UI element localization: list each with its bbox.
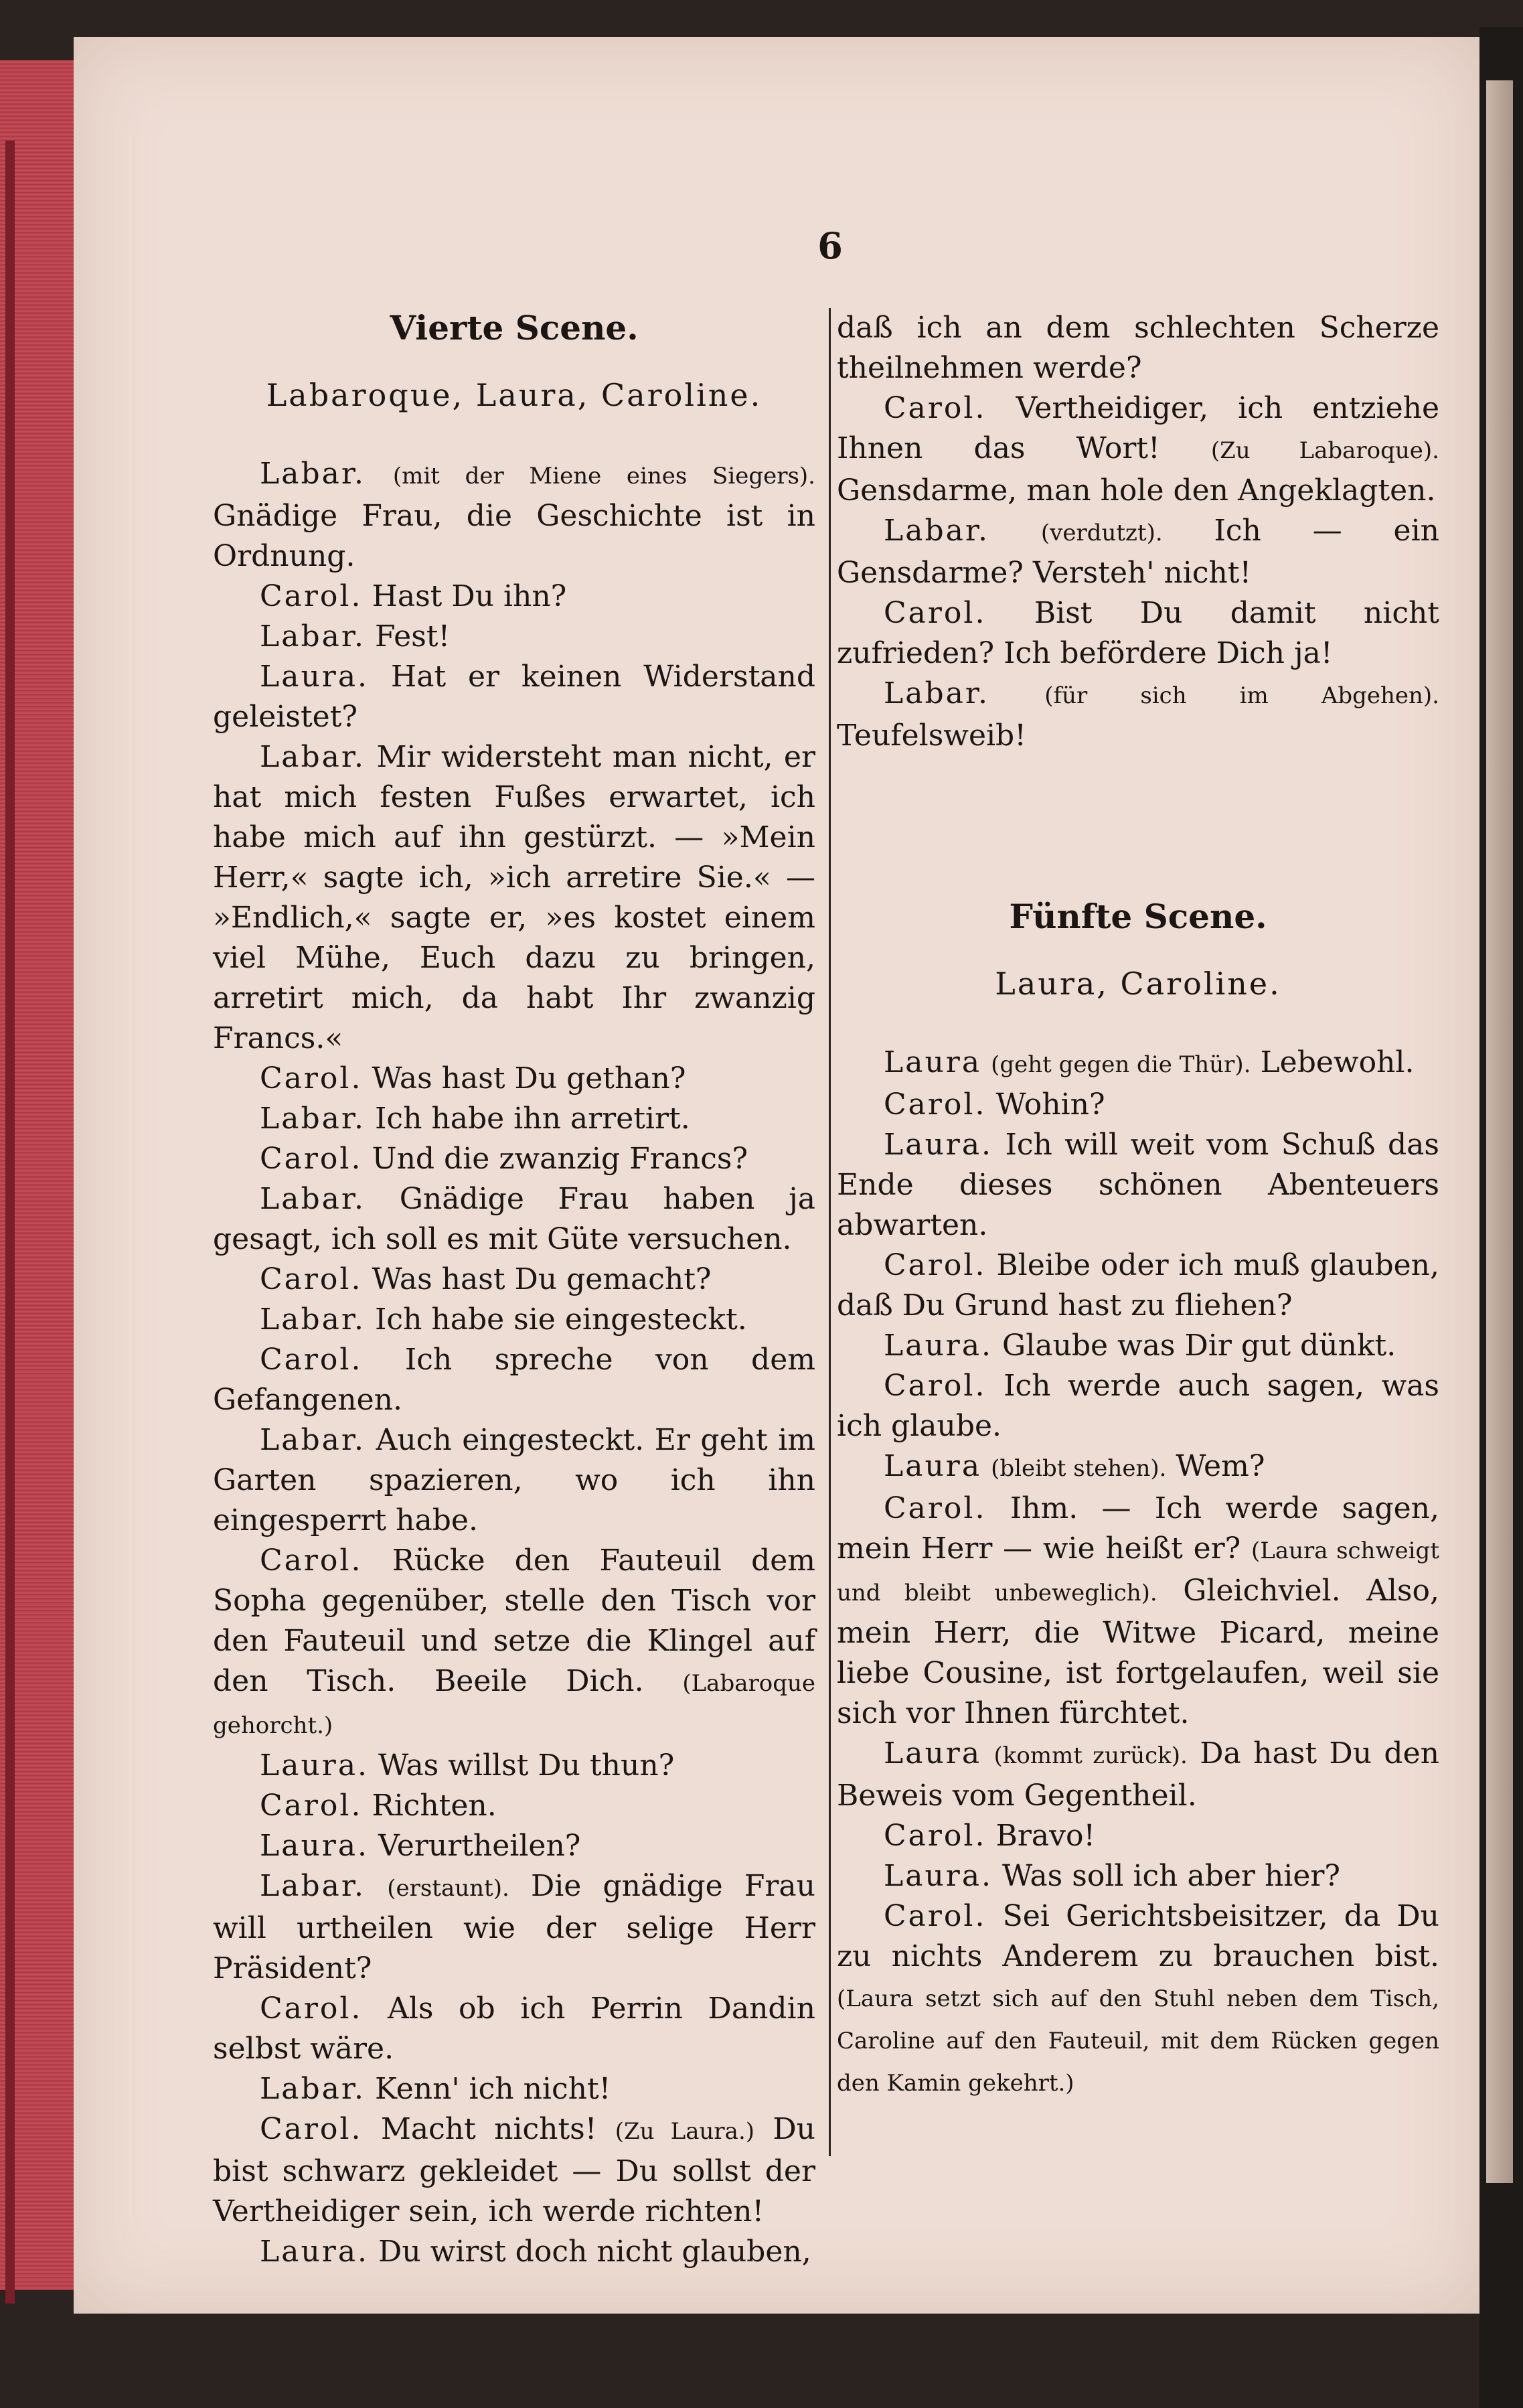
dialogue-text: Gensdarme, man hole den Angeklagten. — [837, 473, 1436, 508]
speaker-name: Carol. — [884, 1819, 987, 1853]
speaker-name: Labar. — [260, 1302, 366, 1337]
speaker-name: Laura. — [884, 1128, 993, 1162]
speaker-name: Carol. — [884, 391, 987, 425]
dialogue-text: Teufelsweib! — [837, 719, 1026, 753]
dialogue-line — [213, 1260, 815, 1300]
dialogue-text: Auch eingesteckt. Er geht im Garten spazieren, wo ich ihn eingesperrt habe. — [213, 1423, 815, 1537]
speaker-name: Labar. — [260, 619, 366, 654]
dialogue-line — [213, 454, 815, 577]
speaker-name: Laura. — [884, 1329, 993, 1363]
cast-list: Labaroque, Laura, Caroline. — [266, 377, 763, 413]
speaker-name: Carol. — [884, 1087, 987, 1122]
dialogue-text: Und die zwanzig Francs? — [372, 1142, 748, 1176]
dialogue-text: Lebewohl. — [1260, 1045, 1415, 1079]
dialogue-text: Gnädige Frau haben ja gesagt, ich soll es mit Güte versuchen. — [213, 1182, 815, 1256]
speaker-name: Carol. — [260, 2112, 363, 2146]
dialogue-line — [213, 1541, 815, 1746]
dialogue-text: Da hast Du den Beweis vom Gegentheil. — [837, 1736, 1439, 1813]
dialogue-line — [837, 1446, 1439, 1489]
dialogue-text: Hast Du ihn? — [372, 579, 567, 613]
speaker-name: Labar. — [260, 2072, 366, 2106]
dialogue-text: Richten. — [372, 1789, 497, 1823]
dialogue-line — [213, 1826, 815, 1866]
dialogue-text: Macht nichts! — [380, 2112, 597, 2146]
right-column — [837, 308, 1439, 2103]
dialogue-line — [213, 1300, 815, 1340]
scene-title: Fünfte Scene. — [1009, 897, 1267, 936]
dialogue-block — [837, 388, 1439, 756]
speaker-name: Carol. — [260, 1544, 363, 1578]
stage-direction: (bleibt stehen). — [991, 1455, 1167, 1482]
stage-direction: (für sich im Abgehen). — [1044, 682, 1439, 709]
stage-direction: (Zu Labaroque). — [1210, 437, 1439, 464]
dialogue-text: Vertheidiger, ich entziehe Ihnen das Wort! — [837, 391, 1439, 465]
column-divider — [829, 308, 831, 2156]
speaker-name: Carol. — [260, 1991, 363, 2026]
dialogue-block — [213, 454, 815, 2272]
dialogue-line — [213, 1786, 815, 1826]
dialogue-text: Ich will weit vom Schuß das Ende dieses schönen Abenteuers abwarten. — [837, 1128, 1439, 1242]
dialogue-line — [837, 1125, 1439, 1246]
speaker-name: Laura. — [260, 2235, 370, 2269]
speaker-name: Carol. — [884, 1491, 987, 1525]
dialogue-line — [213, 2069, 815, 2109]
book-cover-edge — [5, 141, 15, 2304]
dialogue-line — [837, 1085, 1439, 1125]
dialogue-line — [213, 657, 815, 737]
speaker-name: Carol. — [260, 1262, 363, 1296]
dialogue-text: Bravo! — [995, 1819, 1096, 1853]
speaker-name: Laura. — [260, 1748, 370, 1783]
speaker-name: Labar. — [260, 1182, 366, 1216]
dialogue-text: Verurtheilen? — [378, 1829, 581, 1863]
dialogue-text: Was soll ich aber hier? — [1002, 1859, 1341, 1893]
dialogue-line — [837, 1734, 1439, 1816]
dialogue-line — [213, 737, 815, 1059]
dialogue-text: Ich spreche von dem Gefangenen. — [213, 1343, 815, 1417]
speaker-name: Laura — [884, 1736, 982, 1771]
dialogue-block — [837, 1043, 1439, 2103]
cast-list: Laura, Caroline. — [995, 966, 1281, 1002]
dialogue-text: Ich werde auch sagen, was ich glaube. — [837, 1369, 1439, 1443]
dialogue-text: Gleichviel. Also, mein Herr, die Witwe Picard, meine liebe Cousine, ist fortgelaufen, weil sie sich vor Ihnen fürchtet. — [837, 1574, 1439, 1730]
stage-direction: (mit der Miene eines Siegers). — [392, 463, 815, 490]
stage-direction: (erstaunt). — [387, 1875, 509, 1902]
dialogue-line — [837, 511, 1439, 593]
dialogue-text: Ihm. — Ich werde sagen, mein Herr — wie heißt er? — [837, 1491, 1439, 1566]
speaker-name: Carol. — [260, 1061, 363, 1096]
scene-break — [837, 756, 1439, 897]
dialogue-line — [213, 577, 815, 617]
dialogue-text: Fest! — [375, 619, 451, 654]
dialogue-text: Rücke den Fauteuil dem Sopha gegenüber, stelle den Tisch vor den Fauteuil und setze die Klingel auf den Tisch. Beeile Dich. — [213, 1544, 815, 1698]
speaker-name: Laura. — [260, 660, 370, 694]
speaker-name: Labar. — [260, 1423, 366, 1457]
speaker-name: Carol. — [260, 1789, 363, 1823]
speaker-name: Labar. — [260, 457, 366, 491]
stage-direction: (Labaroque gehorcht.) — [213, 1670, 815, 1739]
speaker-name: Labar. — [884, 514, 990, 548]
dialogue-line — [213, 1989, 815, 2069]
dialogue-line — [213, 1746, 815, 1786]
dialogue-line — [213, 1866, 815, 1989]
speaker-name: Carol. — [884, 596, 987, 630]
stage-direction: (geht gegen die Thür). — [991, 1051, 1251, 1078]
dialogue-text: Was hast Du gemacht? — [372, 1262, 712, 1296]
dialogue-text: Bist Du damit nicht zufrieden? Ich befördere Dich ja! — [837, 596, 1439, 670]
scene-title: Vierte Scene. — [390, 308, 639, 348]
speaker-name: Carol. — [884, 1899, 987, 1933]
speaker-name: Labar. — [260, 740, 366, 774]
stage-direction: (Zu Laura.) — [615, 2118, 755, 2145]
dialogue-text: Hat er keinen Widerstand geleistet? — [213, 660, 815, 734]
facing-page-edge — [1486, 80, 1513, 2183]
dialogue-line — [213, 617, 815, 657]
speaker-name: Laura — [884, 1449, 982, 1483]
dialogue-line — [837, 674, 1439, 756]
dialogue-line — [837, 1246, 1439, 1326]
book-page-edges — [0, 60, 74, 2290]
dialogue-text: Ich habe ihn arretirt. — [375, 1102, 690, 1136]
dialogue-text: Was willst Du thun? — [378, 1748, 675, 1783]
page-number: 6 — [817, 224, 843, 267]
speaker-name: Laura. — [884, 1859, 993, 1893]
dialogue-line — [837, 1326, 1439, 1366]
dialogue-text: Ich — ein Gensdarme? Versteh' nicht! — [837, 514, 1439, 590]
dialogue-text: Glaube was Dir gut dünkt. — [1002, 1329, 1396, 1363]
dialogue-line — [837, 1816, 1439, 1856]
dialogue-line — [213, 1340, 815, 1420]
left-column — [213, 308, 815, 2272]
speaker-name: Carol. — [260, 1343, 363, 1377]
dialogue-text: Du bist schwarz gekleidet — Du sollst der Vertheidiger sein, ich werde richten! — [213, 2112, 815, 2229]
dialogue-line — [837, 388, 1439, 511]
dialogue-text: Wem? — [1176, 1449, 1265, 1483]
speaker-name: Labar. — [260, 1869, 366, 1903]
speaker-name: Labar. — [884, 676, 990, 710]
dialogue-line — [213, 1139, 815, 1179]
dialogue-text: Mir widersteht man nicht, er hat mich festen Fußes erwartet, ich habe mich auf ihn gestürzt. — »Mein Herr,« sagte ich, »ich arretire Sie.« — »Endlich,« sagte er, »es kostet einem viel Mühe, Euch dazu zu bringen, arretirt mich, da habt Ihr zwanzig Francs.« — [213, 740, 815, 1055]
speaker-name: Laura. — [260, 1829, 370, 1863]
stage-direction: (verdutzt). — [1040, 520, 1163, 546]
dialogue-line — [213, 1179, 815, 1260]
dialogue-text: Kenn' ich nicht! — [375, 2072, 611, 2106]
speaker-name: Carol. — [884, 1369, 987, 1403]
dialogue-line — [213, 2109, 815, 2232]
dialogue-line — [837, 1856, 1439, 1896]
continuation-text: daß ich an dem schlechten Scherze theilnehmen werde? — [837, 311, 1439, 385]
speaker-name: Labar. — [260, 1102, 366, 1136]
dialogue-text: Die gnädige Frau will urtheilen wie der selige Herr Präsident? — [213, 1869, 815, 1985]
dialogue-line — [837, 1896, 1439, 2103]
speaker-name: Carol. — [884, 1248, 987, 1282]
stage-direction: (Laura schweigt und bleibt unbeweglich). — [837, 1537, 1439, 1606]
dialogue-text: Gnädige Frau, die Geschichte ist in Ordnung. — [213, 499, 815, 573]
dialogue-text: Wohin? — [995, 1087, 1105, 1122]
dialogue-text: Bleibe oder ich muß glauben, daß Du Grund hast zu fliehen? — [837, 1248, 1439, 1323]
dialogue-line — [837, 593, 1439, 674]
dialogue-text: Als ob ich Perrin Dandin selbst wäre. — [213, 1991, 815, 2066]
dialogue-line — [837, 1043, 1439, 1085]
dialogue-line — [213, 1059, 815, 1099]
dialogue-text: Du wirst doch nicht glauben, — [378, 2235, 811, 2269]
speaker-name: Carol. — [260, 579, 363, 613]
dialogue-line — [213, 1099, 815, 1139]
dialogue-text: Was hast Du gethan? — [372, 1061, 686, 1096]
dialogue-line — [213, 1420, 815, 1541]
stage-direction: (kommt zurück). — [993, 1742, 1188, 1769]
stage-direction: (Laura setzt sich auf den Stuhl neben dem Tisch, Caroline auf den Fauteuil, mit dem Rücken gegen den Kamin gekehrt.) — [837, 1985, 1439, 2097]
dialogue-line — [837, 1366, 1439, 1446]
speaker-name: Carol. — [260, 1142, 363, 1176]
dialogue-text: Ich habe sie eingesteckt. — [375, 1302, 747, 1337]
dialogue-line — [837, 1489, 1439, 1734]
dialogue-text: Sei Gerichtsbeisitzer, da Du zu nichts Anderem zu brauchen bist. — [837, 1899, 1439, 1973]
speaker-name: Laura — [884, 1045, 982, 1079]
dialogue-line — [213, 2232, 815, 2272]
